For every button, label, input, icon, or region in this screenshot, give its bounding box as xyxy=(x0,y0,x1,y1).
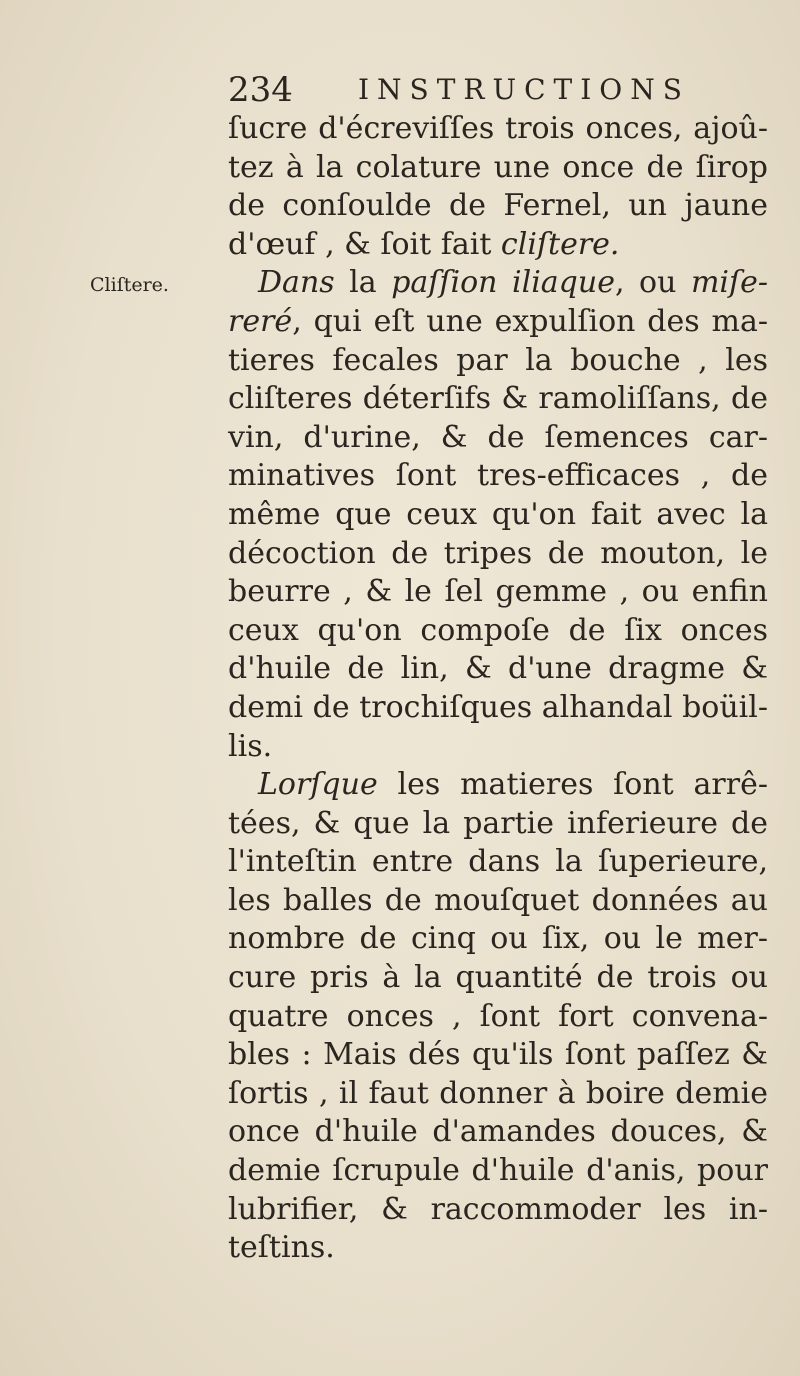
text-line xyxy=(228,612,768,651)
text-line xyxy=(228,728,768,767)
margin-note: Cliſtere. xyxy=(90,274,169,296)
text-line xyxy=(228,149,768,188)
text-segment: d'œuf , & ſoit fait xyxy=(228,226,501,262)
text-segment: demi de trochiſques alhandal boüil- xyxy=(228,689,768,725)
text-segment: cure pris à la quantité de trois ou xyxy=(228,960,768,996)
text-line xyxy=(228,766,768,805)
text-segment: d'huile de lin, & d'une dragme & xyxy=(228,651,768,687)
text-line xyxy=(228,380,768,419)
text-line xyxy=(228,689,768,728)
text-segment: les balles de mouſquet données au xyxy=(228,882,768,918)
text-line xyxy=(228,1152,768,1191)
text-line xyxy=(228,1036,768,1075)
text-line xyxy=(228,843,768,882)
text-segment: once d'huile d'amandes douces, & xyxy=(228,1114,768,1150)
italic-text: reré xyxy=(228,303,293,339)
text-line xyxy=(228,959,768,998)
text-segment: vin, d'urine, & de ſemences car- xyxy=(228,419,768,455)
text-segment: ſortis , il faut donner à boire demie xyxy=(228,1075,768,1111)
text-segment: même que ceux qu'on fait avec la xyxy=(228,496,768,532)
text-line xyxy=(228,264,768,303)
text-line xyxy=(228,457,768,496)
text-line xyxy=(228,535,768,574)
text-line xyxy=(228,920,768,959)
text-segment: bles : Mais dés qu'ils ſont paſſez & xyxy=(228,1037,768,1073)
italic-text: Dans xyxy=(258,265,335,301)
text-segment: ſucre d'écreviſſes trois onces, ajoû- xyxy=(228,111,768,146)
text-line xyxy=(228,226,768,265)
text-line xyxy=(228,573,768,612)
running-title: INSTRUCTIONS xyxy=(358,73,690,106)
italic-text: Lorſque xyxy=(258,767,378,803)
text-line xyxy=(228,882,768,921)
text-segment: demie ſcrupule d'huile d'anis, pour xyxy=(228,1153,768,1189)
text-line xyxy=(228,650,768,689)
text-segment: , ou xyxy=(614,265,691,301)
text-segment: lubrifier, & raccommoder les in- xyxy=(228,1191,768,1227)
text-segment: quatre onces , ſont fort convena- xyxy=(228,998,768,1034)
text-segment: tez à la colature une once de ſirop xyxy=(228,149,768,185)
italic-text: cliſtere. xyxy=(500,226,620,262)
text-segment: teſtins. xyxy=(228,1230,335,1266)
text-segment: décoction de tripes de mouton, le xyxy=(228,535,768,571)
text-segment: les matieres ſont arrê- xyxy=(377,767,768,803)
text-segment: minatives ſont tres-efficaces , de xyxy=(228,458,768,494)
italic-text: miſe- xyxy=(690,265,768,301)
page-number: 234 xyxy=(228,70,293,110)
text-line xyxy=(228,110,768,149)
body-text xyxy=(228,110,768,1268)
text-line xyxy=(228,805,768,844)
text-segment: de conſoulde de Fernel, un jaune xyxy=(228,188,768,224)
text-line xyxy=(228,1191,768,1230)
text-line xyxy=(228,496,768,535)
text-segment: ceux qu'on compoſe de ſix onces xyxy=(228,612,768,648)
text-line xyxy=(228,187,768,226)
text-line xyxy=(228,419,768,458)
italic-text: paſſion iliaque xyxy=(391,265,615,301)
text-line xyxy=(228,1113,768,1152)
text-segment: cliſteres déterſifs & ramoliſſans, de xyxy=(228,381,768,417)
text-segment: tieres fecales par la bouche , les xyxy=(228,342,768,378)
text-segment: lis. xyxy=(228,728,273,764)
text-line xyxy=(228,998,768,1037)
text-segment: tées, & que la partie inferieure de xyxy=(228,805,768,841)
text-line xyxy=(228,1229,768,1268)
text-line xyxy=(228,303,768,342)
text-segment: l'inteſtin entre dans la ſuperieure, xyxy=(228,844,768,880)
text-segment: la xyxy=(334,265,392,301)
page-header xyxy=(228,68,690,112)
text-segment: nombre de cinq ou ſix, ou le mer- xyxy=(228,921,768,957)
text-segment: , qui eſt une expulſion des ma- xyxy=(292,303,768,339)
text-line xyxy=(228,1075,768,1114)
text-segment: beurre , & le ſel gemme , ou enfin xyxy=(228,574,768,610)
text-line xyxy=(228,342,768,381)
